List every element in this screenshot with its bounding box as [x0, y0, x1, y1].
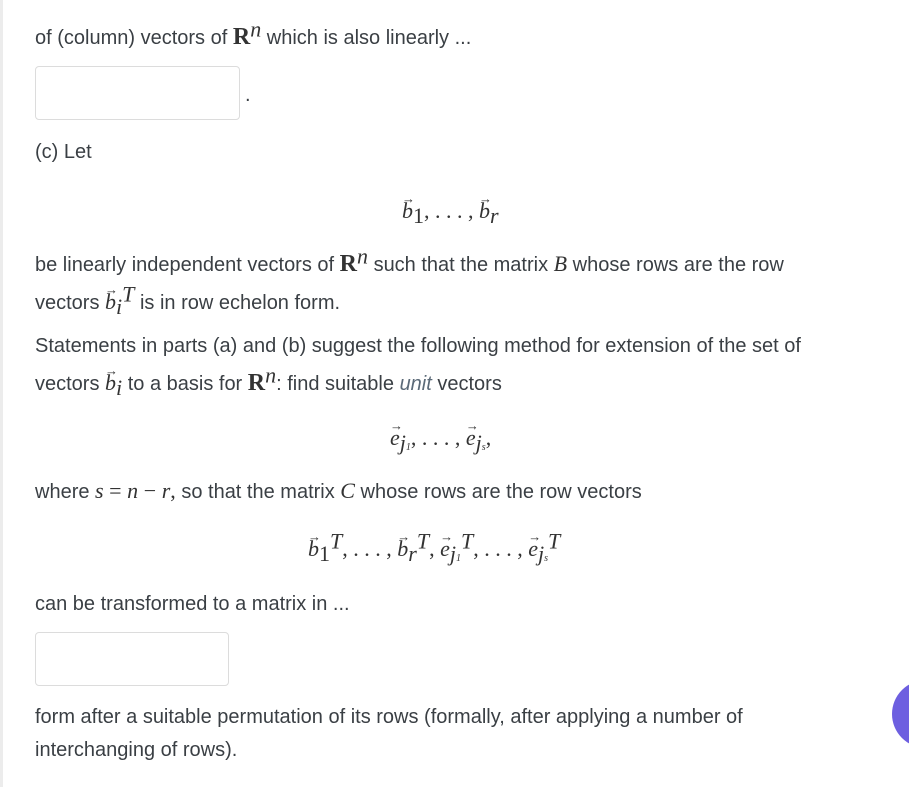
equation-e-vectors: [390, 425, 492, 455]
math-n: n: [357, 243, 368, 269]
sub: i: [116, 375, 123, 400]
sep: , . . . ,: [342, 536, 398, 561]
answer-input-2[interactable]: [35, 632, 229, 686]
math-minus: −: [143, 478, 157, 503]
line-column-vectors: [35, 16, 472, 50]
math-eq: =: [109, 478, 122, 503]
math-R: R: [247, 370, 266, 396]
text: such that the matrix: [373, 254, 549, 276]
sup: T: [460, 528, 474, 554]
sub: i: [116, 294, 123, 319]
sep: ,: [485, 425, 492, 450]
sub: 1: [413, 203, 424, 228]
sub-1: 1: [455, 553, 461, 564]
vec-ej1: → e: [390, 425, 400, 451]
math-n: n: [265, 362, 277, 388]
line-row-echelon: [35, 281, 341, 319]
math-B: B: [553, 251, 568, 276]
sub: r: [490, 203, 499, 228]
math-n: n: [127, 478, 139, 503]
sep: ,: [429, 536, 441, 561]
vec-br: → b: [397, 536, 408, 562]
line-linearly-independent: [35, 243, 784, 277]
sep: , . . . ,: [410, 425, 466, 450]
sub: [400, 430, 411, 455]
unit-word: unit: [399, 373, 432, 395]
text: vectors: [35, 373, 100, 395]
vec-ejs: → e: [528, 536, 538, 562]
vec-bi: → b: [105, 371, 116, 395]
floating-action-button[interactable]: [892, 680, 909, 748]
text: be linearly independent vectors of: [35, 254, 335, 276]
equation-b-vectors: [402, 198, 499, 228]
box1-period: .: [245, 84, 251, 106]
sub: r: [408, 541, 417, 566]
sub-s: s: [544, 553, 548, 564]
math-r: r: [161, 478, 171, 503]
text: which is also linearly ...: [266, 27, 472, 49]
text: is in row echelon form.: [139, 292, 341, 314]
text: : find suitable: [276, 373, 394, 395]
part-c-label: (c) Let: [35, 141, 92, 163]
sub: [476, 430, 486, 455]
text: vectors: [437, 373, 502, 395]
vec-ej1: → e: [440, 536, 450, 562]
answer-input-1[interactable]: [35, 66, 240, 120]
sup: T: [548, 528, 561, 554]
text: so that the matrix: [181, 481, 335, 503]
text: where: [35, 481, 90, 503]
line-transformed: can be transformed to a matrix in ...: [35, 593, 350, 615]
sub: [538, 541, 548, 566]
sep: , . . . ,: [473, 536, 529, 561]
line-where-s: [35, 479, 642, 504]
math-R: R: [339, 251, 357, 277]
text: of (column) vectors of: [35, 27, 228, 49]
sub: 1: [319, 541, 330, 566]
vec-b1: → b: [402, 198, 413, 224]
text: to a basis for: [127, 373, 243, 395]
vec-br: → b: [479, 198, 490, 224]
math-s: s: [95, 478, 104, 503]
math-comma: ,: [170, 478, 176, 503]
line-permutation: form after a suitable permutation of its rows (formally, after applying a number of: [35, 706, 743, 728]
sub-j: j: [537, 541, 545, 566]
line-interchanging: interchanging of rows).: [35, 739, 238, 761]
math-R: R: [232, 24, 251, 50]
sub-j: j: [449, 541, 456, 566]
left-border: [0, 0, 3, 787]
sep: , . . . ,: [424, 198, 479, 223]
vec-bi: → b: [105, 290, 116, 314]
sup: T: [122, 281, 135, 307]
sub-j: j: [475, 430, 482, 455]
sub-s: s: [481, 442, 486, 453]
sup: T: [330, 528, 343, 554]
line-statements: Statements in parts (a) and (b) suggest the following method for extension of the set of: [35, 335, 801, 357]
sub-j: j: [399, 430, 406, 455]
text: whose rows are the row vectors: [360, 481, 642, 503]
sup: T: [416, 528, 430, 554]
text: whose rows are the row: [572, 254, 784, 276]
vec-b1: → b: [308, 536, 319, 562]
vec-ejs: → e: [466, 425, 476, 451]
text: vectors: [35, 292, 100, 314]
math-C: C: [340, 478, 355, 503]
sub: [450, 541, 461, 566]
math-n: n: [250, 16, 262, 42]
equation-matrix-rows: [308, 528, 561, 566]
line-basis: [35, 362, 502, 400]
sub-1: 1: [405, 442, 411, 453]
